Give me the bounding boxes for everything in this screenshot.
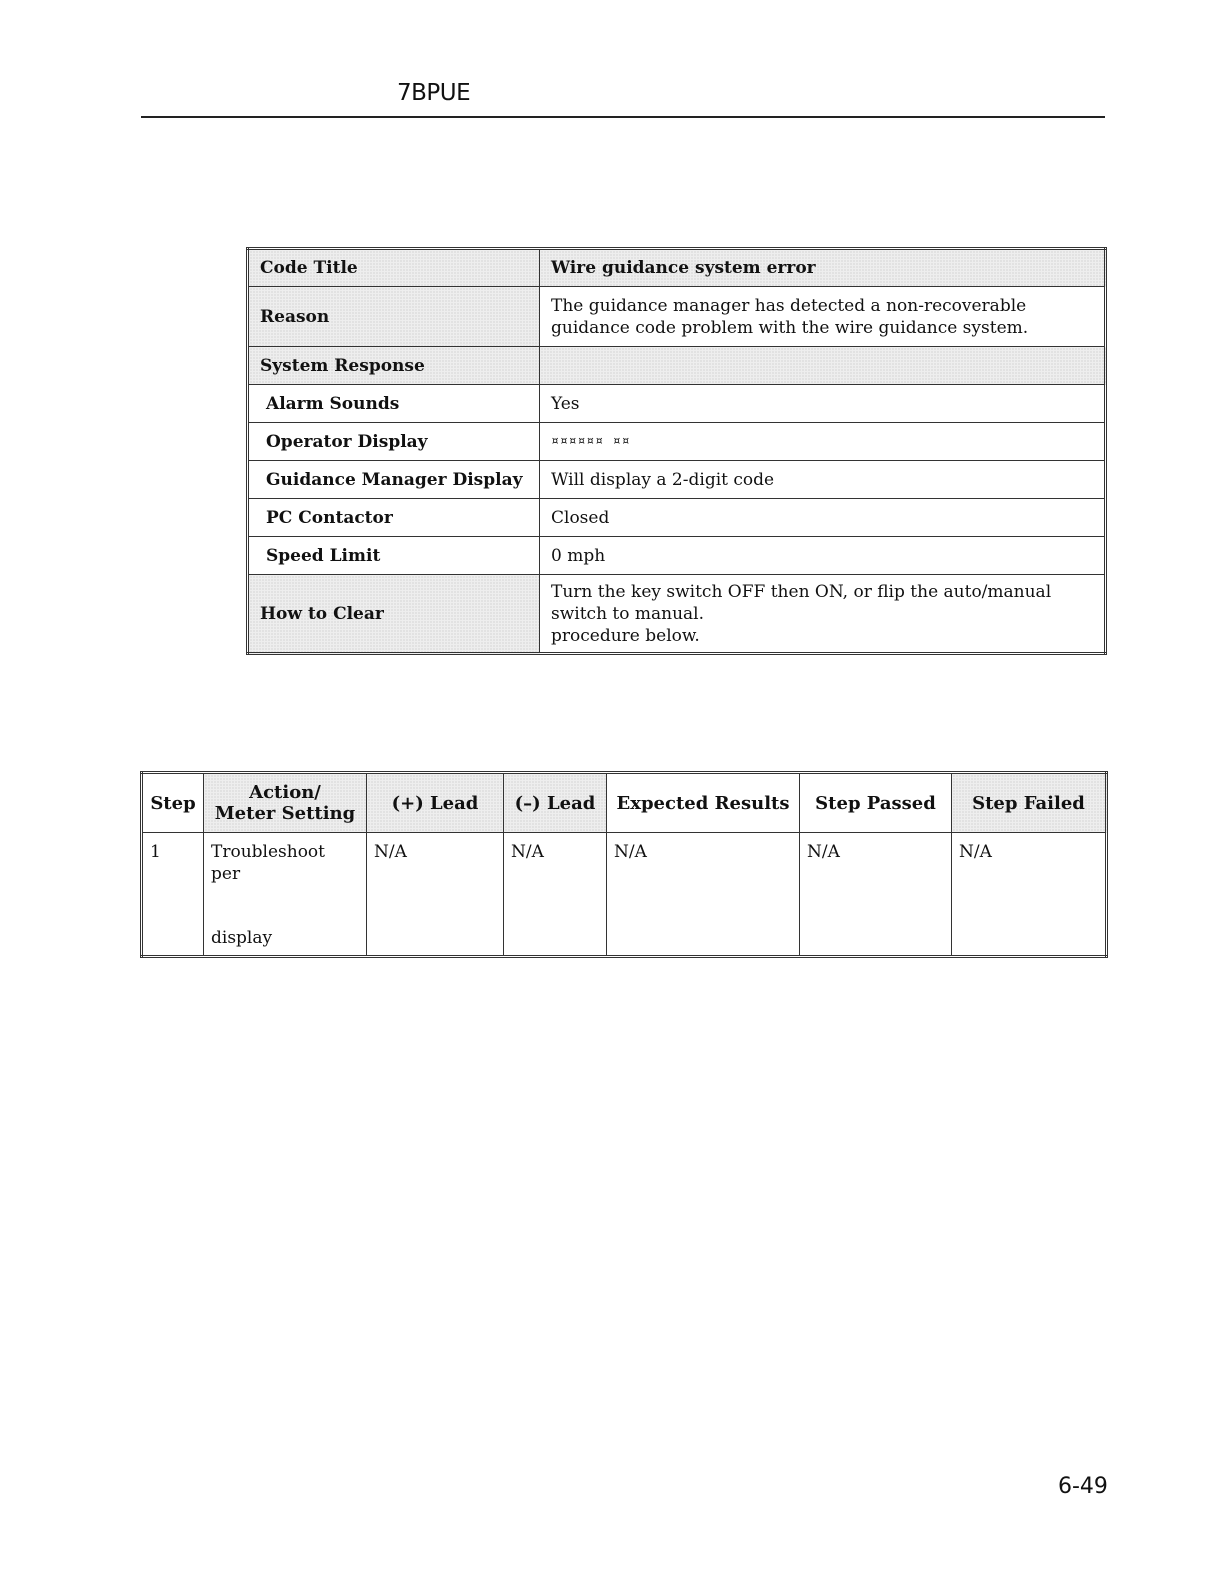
pc-contactor-value: Closed [540,499,1106,537]
speed-limit-label: Speed Limit [248,537,540,575]
row-pc-contactor [248,499,1106,537]
action-text-top: Troubleshoot per [211,842,326,884]
row-speed-limit [248,537,1106,575]
table-row [142,833,1107,957]
header-step: Step [142,773,204,833]
step-passed-cell: N/A [800,833,952,957]
page-number: 6-49 [1058,1474,1108,1499]
header-action-line-1: Action/ [249,782,321,803]
reason-value [540,287,1106,347]
guidance-manager-display-value: Will display a 2-digit code [540,461,1106,499]
header-rule [141,116,1105,118]
step-failed-cell: N/A [952,833,1107,957]
guidance-manager-display-label: Guidance Manager Display [248,461,540,499]
how-to-clear-line-2: switch to manual. [551,603,705,624]
action-text-bottom: display [211,928,273,948]
step-number-cell: 1 [142,833,204,957]
system-response-value [540,347,1106,385]
header-action-line-2: Meter Setting [214,803,356,824]
header-expected-results: Expected Results [607,773,800,833]
operator-display-label: Operator Display [248,423,540,461]
row-code-title [248,249,1106,287]
header-step-passed: Step Passed [800,773,952,833]
step-table-header-row [142,773,1107,833]
alarm-sounds-label: Alarm Sounds [248,385,540,423]
alarm-sounds-value: Yes [540,385,1106,423]
how-to-clear-value [540,575,1106,654]
header-minus-lead: (–) Lead [504,773,607,833]
expected-results-cell: N/A [607,833,800,957]
minus-lead-cell: N/A [504,833,607,957]
row-alarm-sounds [248,385,1106,423]
troubleshooting-step-table [140,771,1108,958]
reason-line-2: guidance code problem with the wire guidance system. [551,317,1029,338]
how-to-clear-label: How to Clear [248,575,540,654]
code-title-label: Code Title [248,249,540,287]
system-response-label: System Response [248,347,540,385]
header-step-failed: Step Failed [952,773,1107,833]
header-action [204,773,367,833]
row-operator-display [248,423,1106,461]
how-to-clear-line-1: Turn the key switch OFF then ON, or flip the auto/manual [551,581,1052,602]
header-plus-lead: (+) Lead [367,773,504,833]
row-system-response [248,347,1106,385]
page-header-title: 7BPUE [397,80,471,106]
operator-display-value: ¤¤¤¤¤¤ ¤¤ [540,423,1106,461]
code-info-table [246,247,1107,655]
action-cell [204,833,367,957]
pc-contactor-label: PC Contactor [248,499,540,537]
code-title-value: Wire guidance system error [540,249,1106,287]
how-to-clear-line-3: procedure below. [551,625,700,646]
plus-lead-cell: N/A [367,833,504,957]
row-how-to-clear [248,575,1106,654]
speed-limit-value: 0 mph [540,537,1106,575]
row-reason [248,287,1106,347]
reason-line-1: The guidance manager has detected a non-recoverable [551,295,1027,316]
reason-label: Reason [248,287,540,347]
row-guidance-manager-display [248,461,1106,499]
